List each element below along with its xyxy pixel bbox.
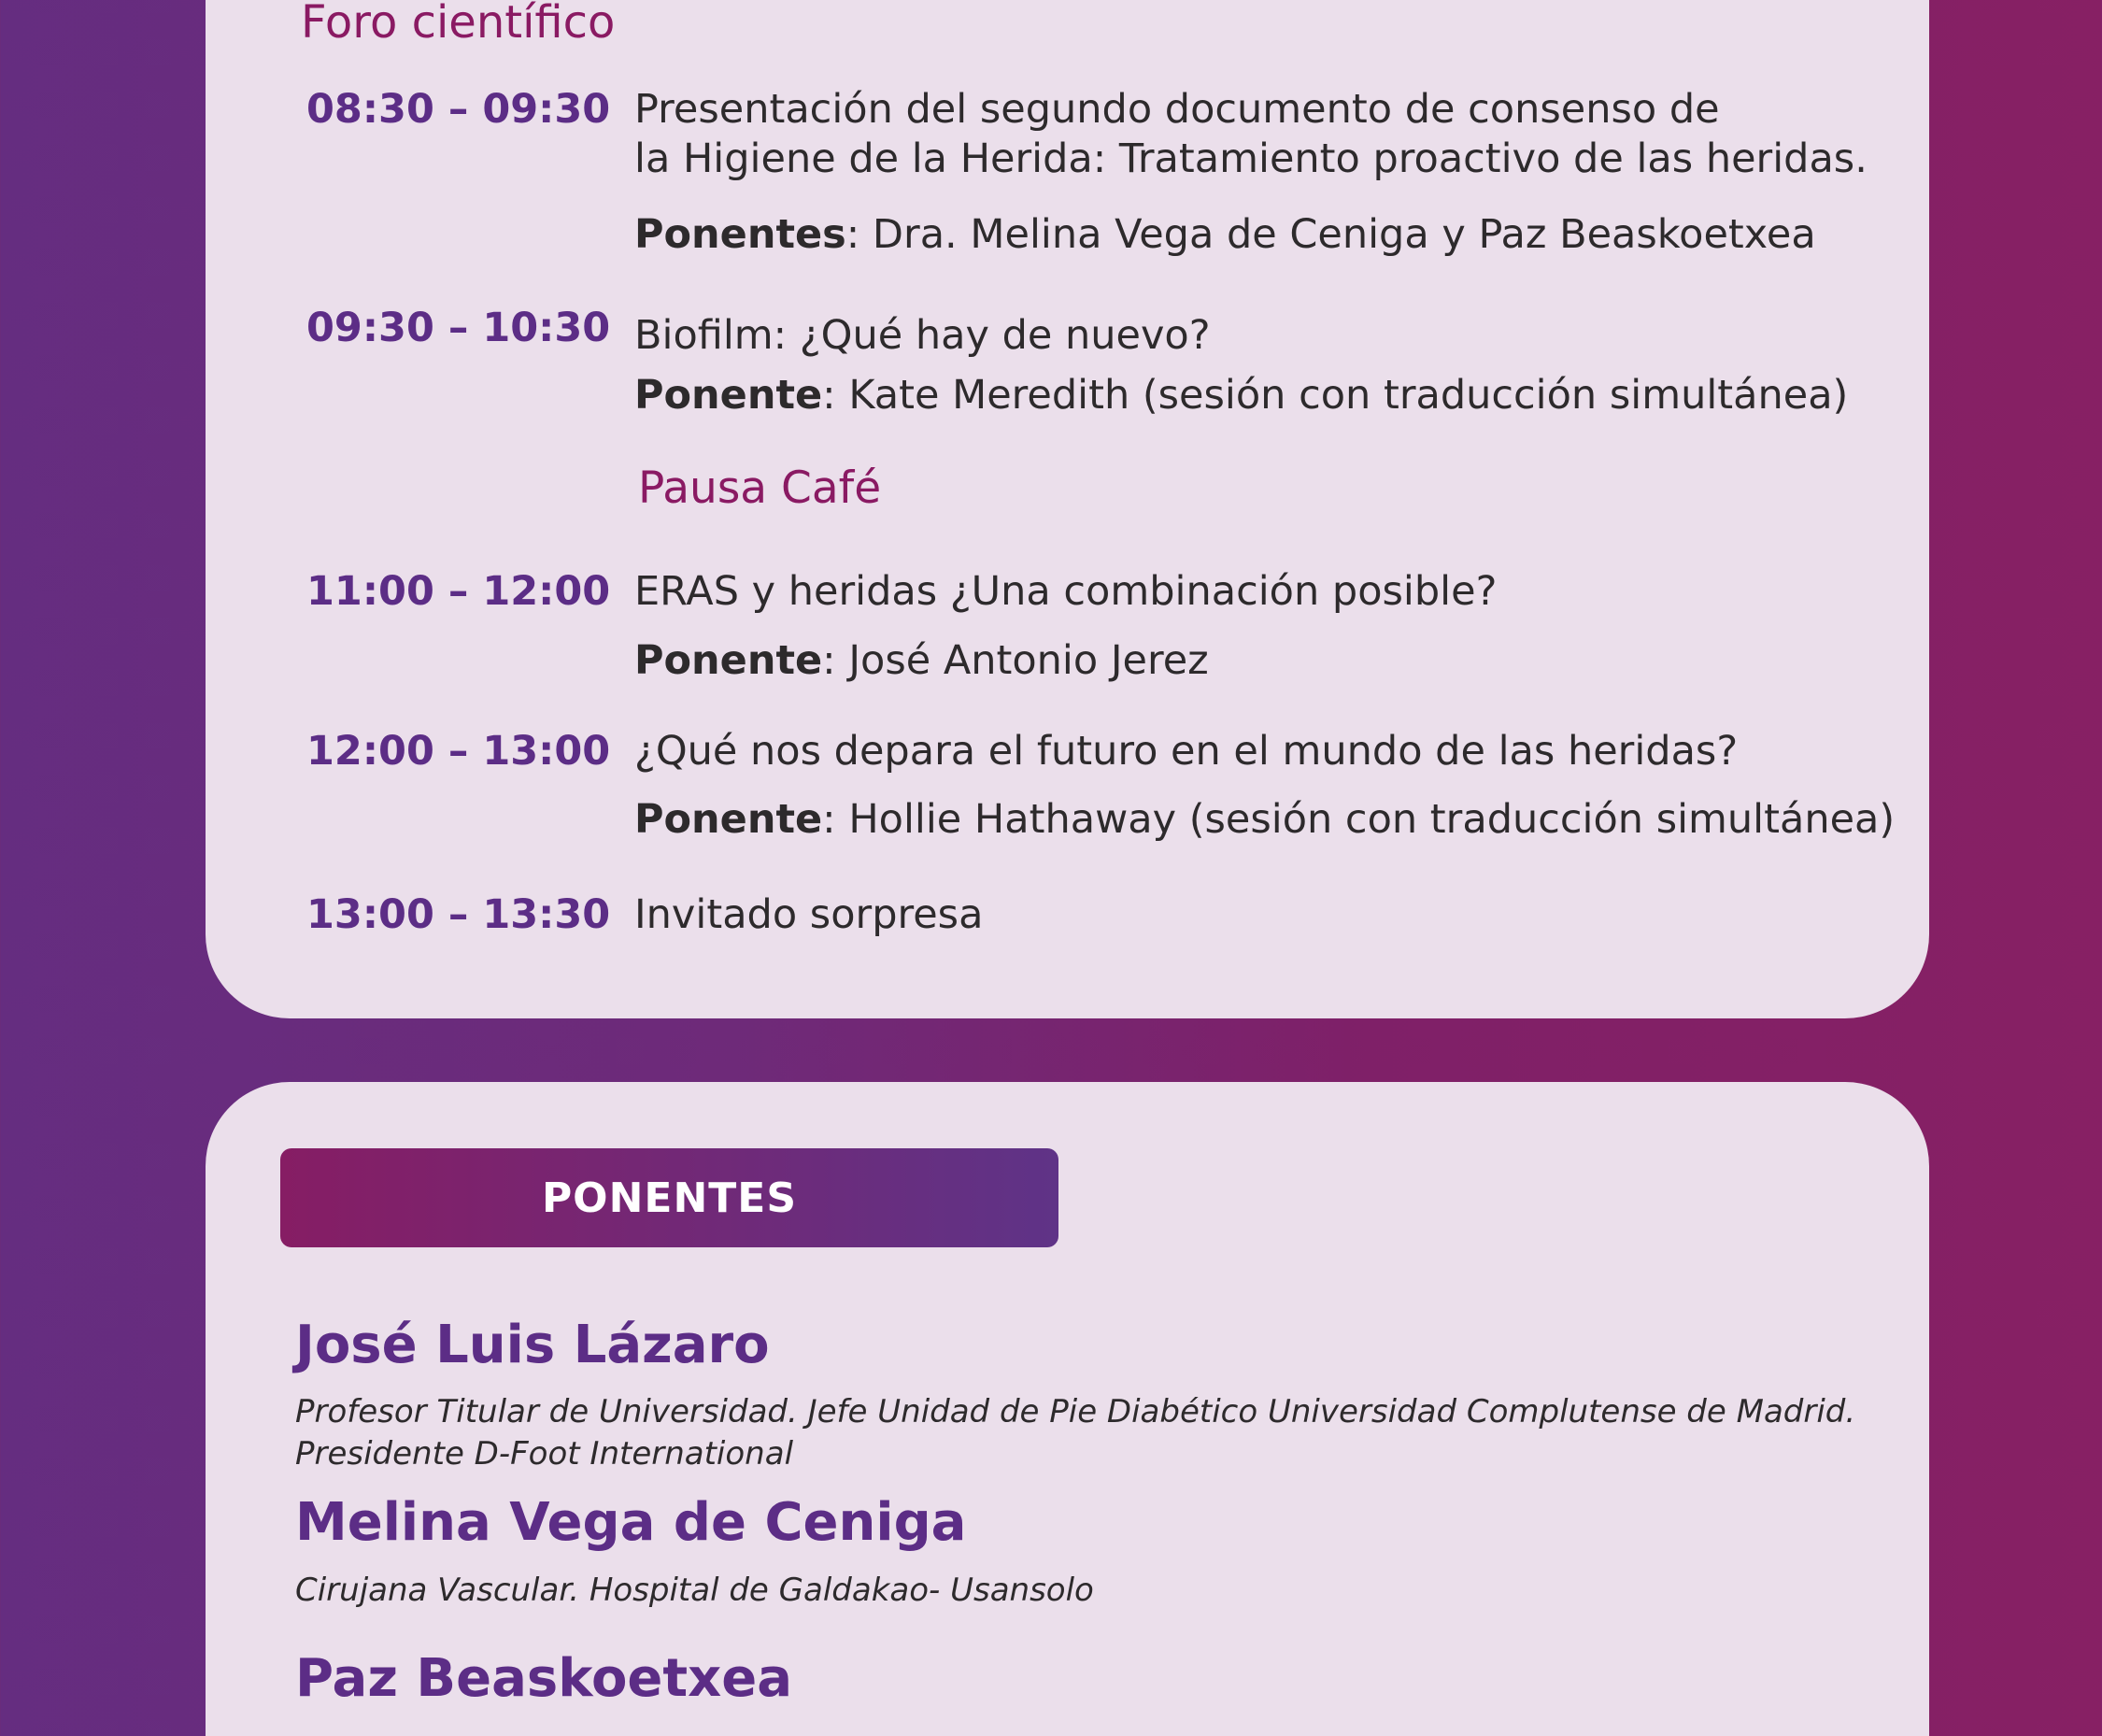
section-title: Foro científico bbox=[301, 0, 616, 49]
speaker-name: José Luis Lázaro bbox=[295, 1315, 770, 1375]
session-title: ERAS y heridas ¿Una combinación posible? bbox=[634, 568, 1498, 615]
speaker-value: : Hollie Hathaway (sesión con traducción simultánea) bbox=[822, 796, 1896, 843]
coffee-break-label: Pausa Café bbox=[638, 462, 882, 514]
session-title: Presentación del segundo documento de consenso de bbox=[634, 86, 1720, 133]
speaker-value: : Kate Meredith (sesión con traducción simultánea) bbox=[822, 372, 1849, 419]
speaker-description: Presidente D-Foot International bbox=[295, 1435, 794, 1473]
speaker-value: : José Antonio Jerez bbox=[822, 637, 1209, 684]
session-time: 08:30 – 09:30 bbox=[306, 86, 611, 133]
session-time: 13:00 – 13:30 bbox=[306, 891, 611, 938]
session-speaker bbox=[634, 372, 1848, 419]
speaker-description: Cirujana Vascular. Hospital de Galdakao- Usansolo bbox=[295, 1572, 1094, 1609]
session-title: Biofilm: ¿Qué hay de nuevo? bbox=[634, 312, 1211, 359]
speaker-value: : Dra. Melina Vega de Ceniga y Paz Beaskoetxea bbox=[845, 211, 1816, 258]
session-title: Invitado sorpresa bbox=[634, 891, 984, 938]
ponentes-header: PONENTES bbox=[280, 1148, 1058, 1247]
session-speaker bbox=[634, 637, 1209, 684]
speaker-label: Ponentes bbox=[634, 211, 846, 258]
session-time: 11:00 – 12:00 bbox=[306, 568, 611, 615]
session-title: la Higiene de la Herida: Tratamiento proactivo de las heridas. bbox=[634, 135, 1868, 182]
session-time: 09:30 – 10:30 bbox=[306, 305, 611, 351]
speaker-label: Ponente bbox=[634, 372, 823, 419]
speaker-description: Profesor Titular de Universidad. Jefe Unidad de Pie Diabético Universidad Complutense de Madrid. bbox=[295, 1393, 1856, 1430]
speaker-label: Ponente bbox=[634, 796, 823, 843]
session-speaker bbox=[634, 211, 1816, 258]
session-title: ¿Qué nos depara el futuro en el mundo de las heridas? bbox=[634, 728, 1739, 775]
speaker-name: Melina Vega de Ceniga bbox=[295, 1492, 967, 1553]
speaker-name: Paz Beaskoetxea bbox=[295, 1648, 793, 1709]
speaker-label: Ponente bbox=[634, 637, 823, 684]
session-speaker bbox=[634, 796, 1895, 843]
session-time: 12:00 – 13:00 bbox=[306, 728, 611, 775]
